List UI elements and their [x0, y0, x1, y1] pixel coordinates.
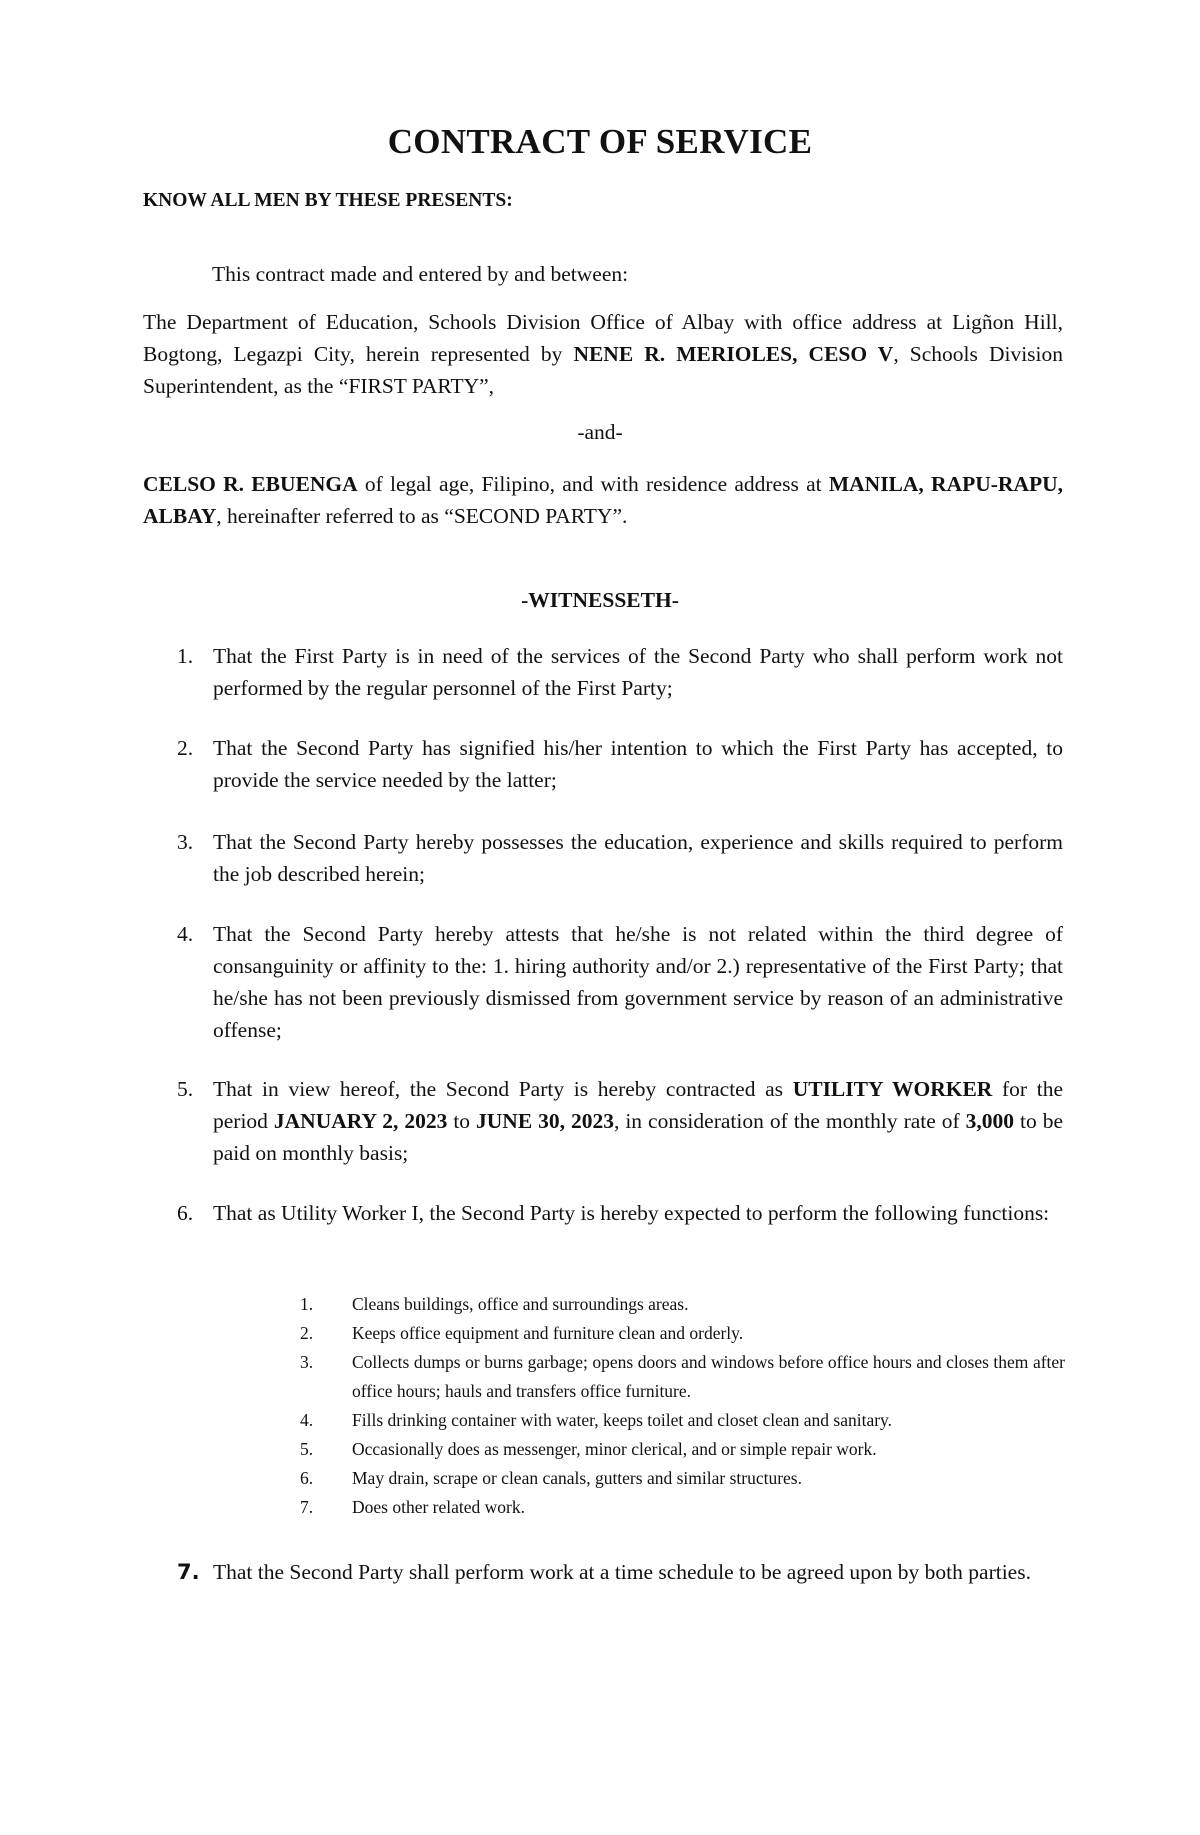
function-text: Collects dumps or burns garbage; opens doors and windows before office hours and closes them after office hours; hauls and transfers office furniture. [352, 1352, 1065, 1401]
function-text: Cleans buildings, office and surroundings areas. [352, 1294, 689, 1314]
clause-number: 5. [177, 1077, 194, 1101]
function-number: 6. [300, 1468, 314, 1488]
second-party-text-a: of legal age, Filipino, and with residence address at [357, 472, 829, 496]
function-item-2 [300, 1319, 1065, 1348]
know-all-heading: KNOW ALL MEN BY THESE PRESENTS: [143, 190, 513, 211]
clause-5-text-a: That in view hereof, the Second Party is hereby contracted as [213, 1077, 793, 1101]
function-number: 3. [300, 1352, 314, 1372]
function-number: 1. [300, 1294, 314, 1314]
second-party-address: MANILA, RAPU-RAPU, ALBAY [143, 472, 1064, 528]
clause-number: 3. [177, 830, 194, 854]
function-item-1 [300, 1290, 1065, 1319]
clause-7 [177, 1556, 1063, 1588]
clause-5-text-b: for the period [213, 1077, 1063, 1133]
clause-2 [177, 732, 1063, 796]
function-number: 7. [300, 1497, 314, 1517]
function-item-3 [300, 1348, 1065, 1406]
first-party-paragraph [143, 306, 1063, 402]
clause-number: 7. [177, 1560, 200, 1584]
function-number: 4. [300, 1410, 314, 1430]
function-item-6 [300, 1464, 1065, 1493]
document-title: CONTRACT OF SERVICE [387, 122, 813, 161]
clause-text: That as Utility Worker I, the Second Party is hereby expected to perform the following functions: [213, 1201, 1050, 1225]
function-item-4 [300, 1406, 1065, 1435]
clause-6 [177, 1197, 1063, 1229]
end-date: JUNE 30, 2023 [476, 1109, 614, 1133]
first-party-text-b: , Schools Division Superintendent, as the “FIRST PARTY”, [143, 342, 1064, 398]
clause-5-text-d: , in consideration of the monthly rate of [613, 1109, 966, 1133]
function-text: May drain, scrape or clean canals, gutters and similar structures. [352, 1468, 802, 1488]
function-text: Does other related work. [352, 1497, 525, 1517]
intro-line: This contract made and entered by and between: [212, 262, 629, 286]
clause-text [213, 1073, 1063, 1169]
clause-text: That the Second Party hereby attests that he/she is not related within the third degree of consanguinity or affinity to the: 1. hiring authority and/or 2.) representative of the First Party; that he/she has not been previously dismissed from government service by reason of an administrative offense; [213, 922, 1063, 1042]
function-item-5 [300, 1435, 1065, 1464]
clause-number: 2. [177, 736, 194, 760]
clause-4 [177, 918, 1063, 1046]
start-date: JANUARY 2, 2023 [273, 1109, 448, 1133]
clause-text: That the Second Party hereby possesses the education, experience and skills required to perform the job described herein; [213, 830, 1063, 886]
clause-number: 6. [177, 1201, 194, 1225]
function-number: 5. [300, 1439, 314, 1459]
clause-5-text-e: to be paid on monthly basis; [213, 1109, 1063, 1165]
function-text: Occasionally does as messenger, minor clerical, and or simple repair work. [352, 1439, 877, 1459]
clause-1 [177, 640, 1063, 704]
witnesseth-heading: -WITNESSETH- [521, 588, 679, 612]
second-party-text-b: , hereinafter referred to as “SECOND PARTY”. [216, 504, 628, 528]
function-item-7 [300, 1493, 1065, 1522]
clause-text: That the Second Party has signified his/her intention to which the First Party has accepted, to provide the service needed by the latter; [213, 736, 1063, 792]
clause-text: That the Second Party shall perform work at a time schedule to be agreed upon by both parties. [213, 1560, 1031, 1584]
clause-5 [177, 1073, 1063, 1169]
clause-text: That the First Party is in need of the services of the Second Party who shall perform work not performed by the regular personnel of the First Party; [213, 644, 1063, 700]
second-party-name: CELSO R. EBUENGA [143, 472, 358, 496]
clause-3 [177, 826, 1063, 890]
function-number: 2. [300, 1323, 314, 1343]
and-separator: -and- [577, 420, 623, 444]
clause-number: 1. [177, 644, 194, 668]
function-text: Keeps office equipment and furniture clean and orderly. [352, 1323, 744, 1343]
second-party-paragraph [143, 468, 1063, 532]
position-title: UTILITY WORKER [792, 1077, 993, 1101]
first-party-text-a: The Department of Education, Schools Division Office of Albay with office address at Ligñon Hill, Bogtong, Legazpi City, herein represented by [143, 310, 1063, 366]
first-party-representative: NENE R. MERIOLES, CESO V [573, 342, 894, 366]
clause-number: 4. [177, 922, 194, 946]
clause-5-text-c: to [447, 1109, 477, 1133]
function-text: Fills drinking container with water, keeps toilet and closet clean and sanitary. [352, 1410, 893, 1430]
monthly-rate: 3,000 [965, 1109, 1015, 1133]
